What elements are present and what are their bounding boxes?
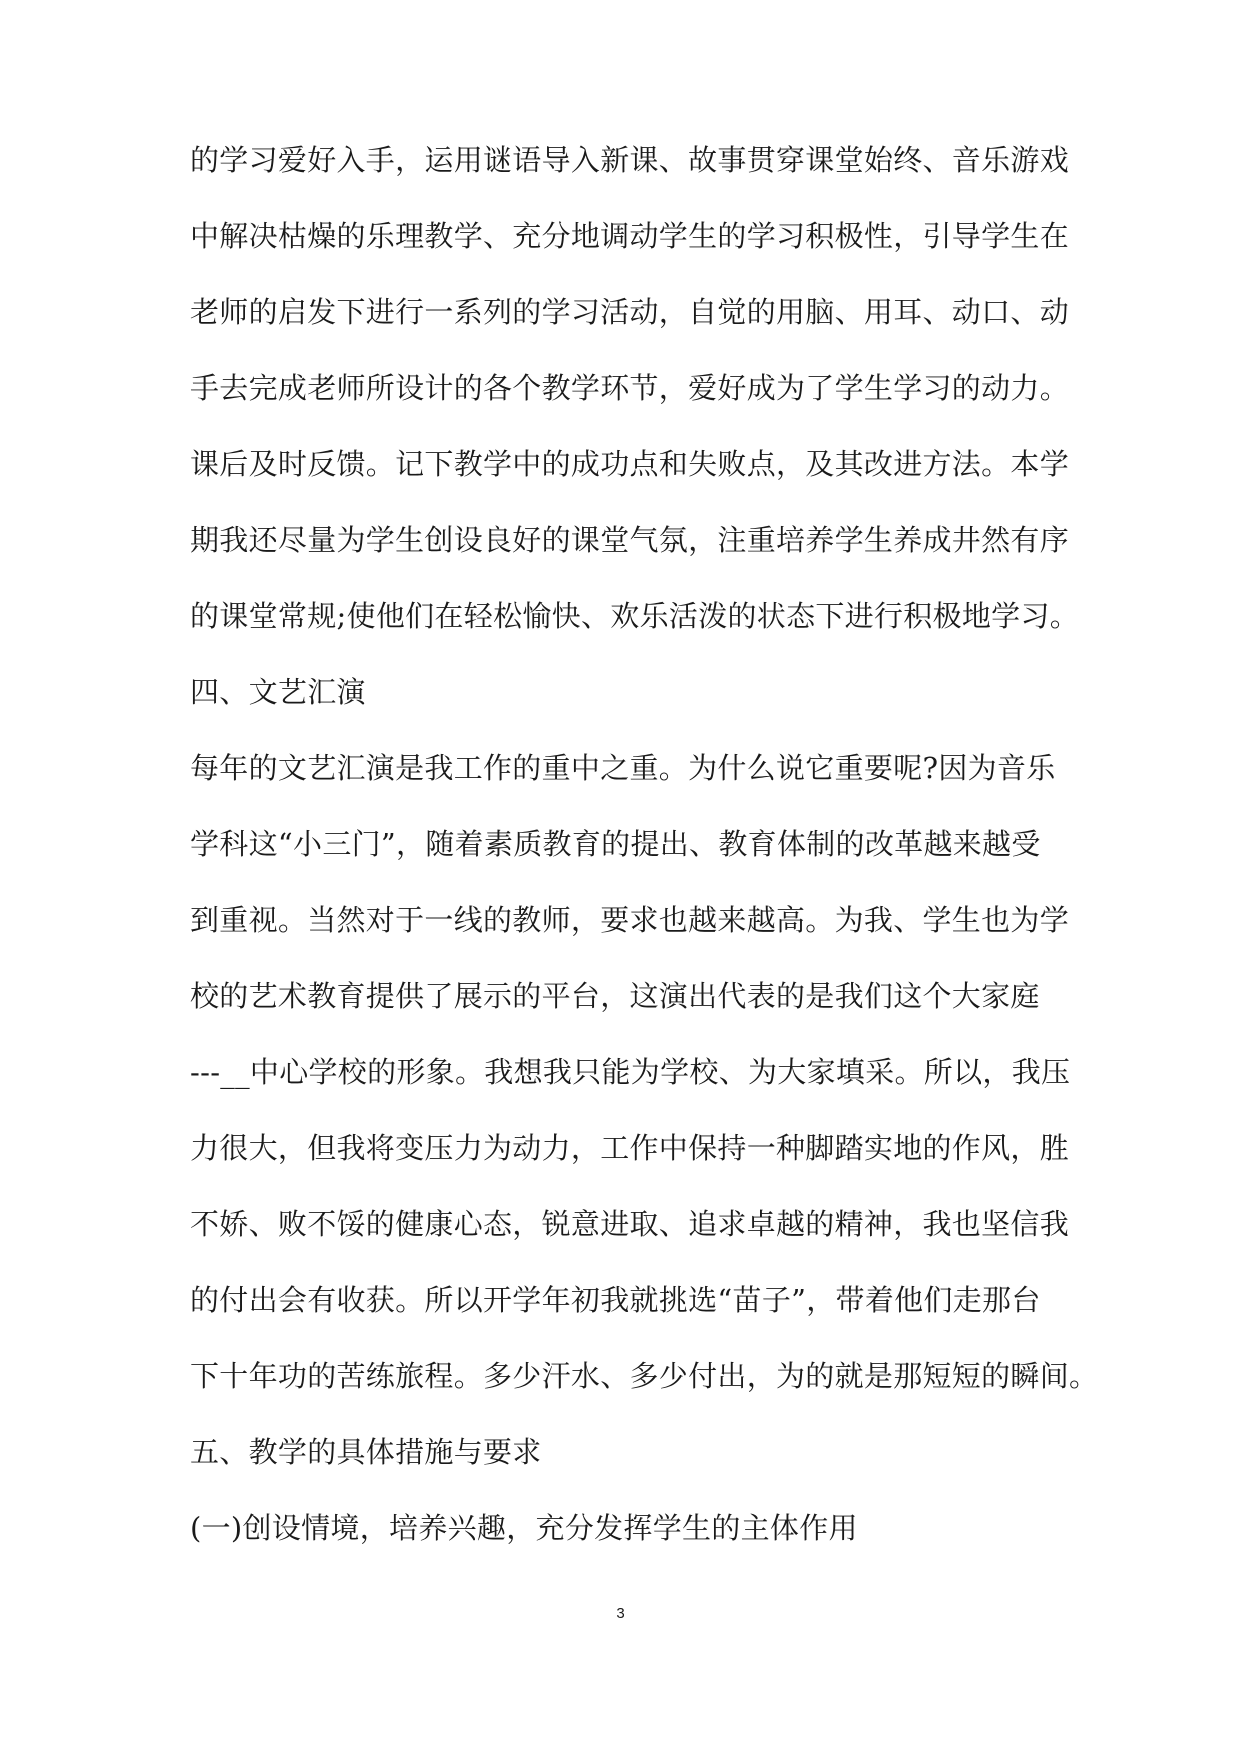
paragraph-line: 的课堂常规;使他们在轻松愉快、欢乐活泼的状态下进行积极地学习。 [190,599,1080,633]
section-heading: 五、教学的具体措施与要求 [190,1435,542,1469]
paragraph-line: 的学习爱好入手，运用谜语导入新课、故事贯穿课堂始终、音乐游戏 [190,143,1070,177]
paragraph-line: 老师的启发下进行一系列的学习活动，自觉的用脑、用耳、动口、动 [190,295,1070,329]
paragraph-line: 每年的文艺汇演是我工作的重中之重。为什么说它重要呢?因为音乐 [190,751,1056,785]
paragraph-line: ---__中心学校的形象。我想我只能为学校、为大家填采。所以，我压 [190,1055,1071,1089]
paragraph-line: 的付出会有收获。所以开学年初我就挑选“苗子”，带着他们走那台 [190,1283,1041,1317]
paragraph-line: 不娇、败不馁的健康心态，锐意进取、追求卓越的精神，我也坚信我 [190,1207,1070,1241]
paragraph-line: 课后及时反馈。记下教学中的成功点和失败点，及其改进方法。本学 [190,447,1070,481]
paragraph-line: 力很大，但我将变压力为动力，工作中保持一种脚踏实地的作风，胜 [190,1131,1070,1165]
paragraph-line: 期我还尽量为学生创设良好的课堂气氛，注重培养学生养成井然有序 [190,523,1070,557]
section-heading: 四、文艺汇演 [190,675,366,709]
paragraph-line: 手去完成老师所设计的各个教学环节，爱好成为了学生学习的动力。 [190,371,1070,405]
paragraph-line: 学科这“小三门”，随着素质教育的提出、教育体制的改革越来越受 [190,827,1041,861]
paragraph-line: 校的艺术教育提供了展示的平台，这演出代表的是我们这个大家庭 [190,979,1040,1013]
subsection-heading: (一)创设情境，培养兴趣，充分发挥学生的主体作用 [190,1511,858,1545]
paragraph-line: 到重视。当然对于一线的教师，要求也越来越高。为我、学生也为学 [190,903,1070,937]
paragraph-line: 中解决枯燥的乐理教学、充分地调动学生的学习积极性，引导学生在 [190,219,1070,253]
page-number: 3 [616,1605,625,1622]
paragraph-line: 下十年功的苦练旅程。多少汗水、多少付出，为的就是那短短的瞬间。 [190,1359,1099,1393]
